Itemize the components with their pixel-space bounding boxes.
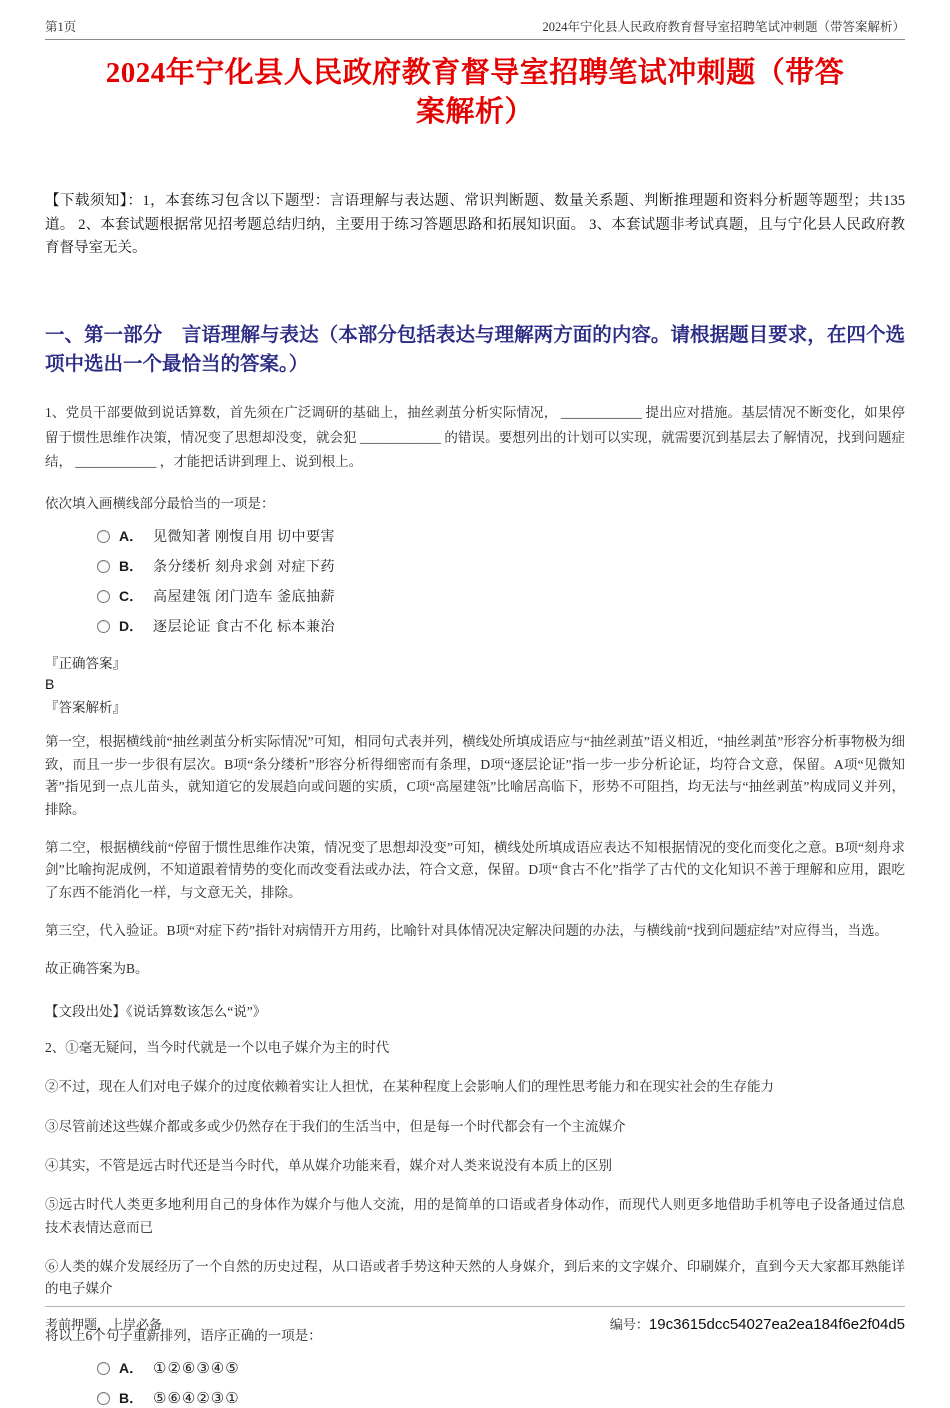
option-letter: A．	[119, 1360, 144, 1377]
radio-button[interactable]	[97, 560, 110, 573]
option-text: 条分缕析 刻舟求剑 对症下药	[153, 560, 335, 576]
analysis-paragraph-3: 第三空，代入验证。B项“对症下药”指针对病情开方用药，比喻针对具体情况决定解决问题的办法，与横线前“找到问题症结”对应得当，当选。	[45, 922, 888, 938]
radio-button[interactable]	[97, 530, 110, 543]
footer-code-label: 编号：	[609, 1317, 649, 1332]
footer-code	[610, 1314, 905, 1333]
option-text: 见微知著 刚愎自用 切中要害	[153, 530, 335, 546]
question2-sentence-3: ③尽管前述这些媒介都或多或少仍然存在于我们的生活当中，但是每一个时代都会有一个主流媒介	[45, 1118, 626, 1134]
question1-option-a[interactable]	[97, 526, 905, 546]
question1-options	[45, 526, 905, 636]
passage-source: 【文段出处】《说话算数该怎么“说”》	[45, 1004, 267, 1020]
option-letter: B．	[119, 1390, 144, 1407]
question2-sentence-4: ④其实，不管是远古时代还是当今时代，单从媒介功能来看，媒介对人类来说没有本质上的区别	[45, 1157, 612, 1173]
question2-option-a[interactable]	[97, 1358, 905, 1378]
option-text: ①②⑥③④⑤	[153, 1360, 240, 1377]
question2-sentence-6: ⑥人类的媒介发展经历了一个自然的历史过程，从口语或者手势这种天然的人身媒介，到后来的文字媒介、印刷媒介，直到今天大家都耳熟能详的电子媒介	[45, 1258, 905, 1297]
question2-options	[45, 1358, 905, 1408]
question2-sentence-1: 2、①毫无疑问，当今时代就是一个以电子媒介为主的时代	[45, 1040, 390, 1056]
radio-button[interactable]	[97, 620, 110, 633]
question1-stem: 1、党员干部要做到说话算数，首先须在广泛调研的基础上，抽丝剥茧分析实际情况， ____________ 提出应对措施。基层情况不断变化，如果停留于惯性思维作决策，情况变了思想却没变，就会犯 ____________ 的错误。要想列出的计划可以实现，就需要沉到基层去了解情况，找到问题症结， ____________ ，才能把话讲到理上、说到根上。	[45, 405, 905, 469]
page-header	[45, 0, 905, 40]
analysis-label: 『答案解析』	[45, 700, 126, 716]
radio-button[interactable]	[97, 1362, 110, 1375]
footer-code-value: 19c3615dcc54027ea2ea184f6e2f04d5	[648, 1316, 905, 1333]
download-notice: 【下载须知】：1，本套练习包含以下题型：言语理解与表达题、常识判断题、数量关系题、判断推理题和资料分析题等题型；共135道。 2、本套试题根据常见招考题总结归纳，主要用于练习答题思路和拓展知识面。 3、本套试题非考试真题，且与宁化县人民政府教育督导室无关。	[45, 193, 905, 257]
footer-slogan: 考前押题，上岸必备	[45, 1317, 163, 1332]
question2-prompt: 将以上6个句子重新排列，语序正确的一项是：	[45, 1328, 322, 1344]
question2-sentence-2: ②不过，现在人们对电子媒介的过度依赖着实让人担忧，在某种程度上会影响人们的理性思考能力和在现实社会的生存能力	[45, 1079, 774, 1095]
option-letter: B．	[119, 558, 144, 575]
correct-answer-label: 『正确答案』	[45, 656, 126, 672]
correct-answer-value: B	[45, 676, 55, 693]
document-title: 2024年宁化县人民政府教育督导室招聘笔试冲刺题（带答案解析）	[105, 57, 845, 129]
question1-prompt: 依次填入画横线部分最恰当的一项是：	[45, 496, 275, 512]
option-text: ⑤⑥④②③①	[153, 1390, 240, 1407]
header-doc-name: 2024年宁化县人民政府教育督导室招聘笔试冲刺题（带答案解析）	[542, 20, 905, 34]
question2-option-b[interactable]	[97, 1388, 905, 1408]
analysis-paragraph-2: 第二空，根据横线前“停留于惯性思维作决策，情况变了思想却没变”可知，横线处所填成语应表达不知根据情况的变化而变化之意。B项“刻舟求剑”比喻拘泥成例，不知道跟着情势的变化而改变看法或办法，符合文意，保留。D项“食古不化”指学了古代的文化知识不善于理解和应用，跟吃了东西不能消化一样，与文意无关，排除。	[45, 839, 905, 901]
section-heading: 一、第一部分 言语理解与表达（本部分包括表达与理解两方面的内容。请根据题目要求，在四个选项中选出一个最恰当的答案。）	[45, 324, 905, 375]
analysis-paragraph-1: 第一空，根据横线前“抽丝剥茧分析实际情况”可知，相同句式表并列，横线处所填成语应与“抽丝剥茧”语义相近，“抽丝剥茧”形容分析事物极为细致，而且一步一步很有层次。B项“条分缕析”形容分析得细密而有条理，D项“逐层论证”指一步一步分析论证，均符合文意，保留。A项“见微知著”指见到一点儿苗头，就知道它的发展趋向或问题的实质，C项“高屋建瓴”比喻居高临下，形势不可阻挡，均无法与“抽丝剥茧”构成同义并列，排除。	[45, 734, 905, 818]
radio-button[interactable]	[97, 590, 110, 603]
question2-sentence-5: ⑤远古时代人类更多地利用自己的身体作为媒介与他人交流，用的是简单的口语或者身体动作，而现代人则更多地借助手机等电子设备通过信息技术表情达意而已	[45, 1197, 905, 1235]
radio-button[interactable]	[97, 1392, 110, 1405]
option-text: 逐层论证 食古不化 标本兼治	[153, 620, 335, 636]
analysis-conclusion: 故正确答案为B。	[45, 960, 149, 976]
page-number: 第1页	[45, 20, 77, 34]
page-footer	[45, 1306, 905, 1333]
question1-option-d[interactable]	[97, 616, 905, 636]
question1-option-c[interactable]	[97, 586, 905, 606]
option-letter: D．	[119, 618, 144, 635]
option-text: 高屋建瓴 闭门造车 釜底抽薪	[153, 590, 335, 606]
option-letter: A．	[119, 528, 144, 545]
option-letter: C．	[119, 588, 144, 605]
question1-option-b[interactable]	[97, 556, 905, 576]
